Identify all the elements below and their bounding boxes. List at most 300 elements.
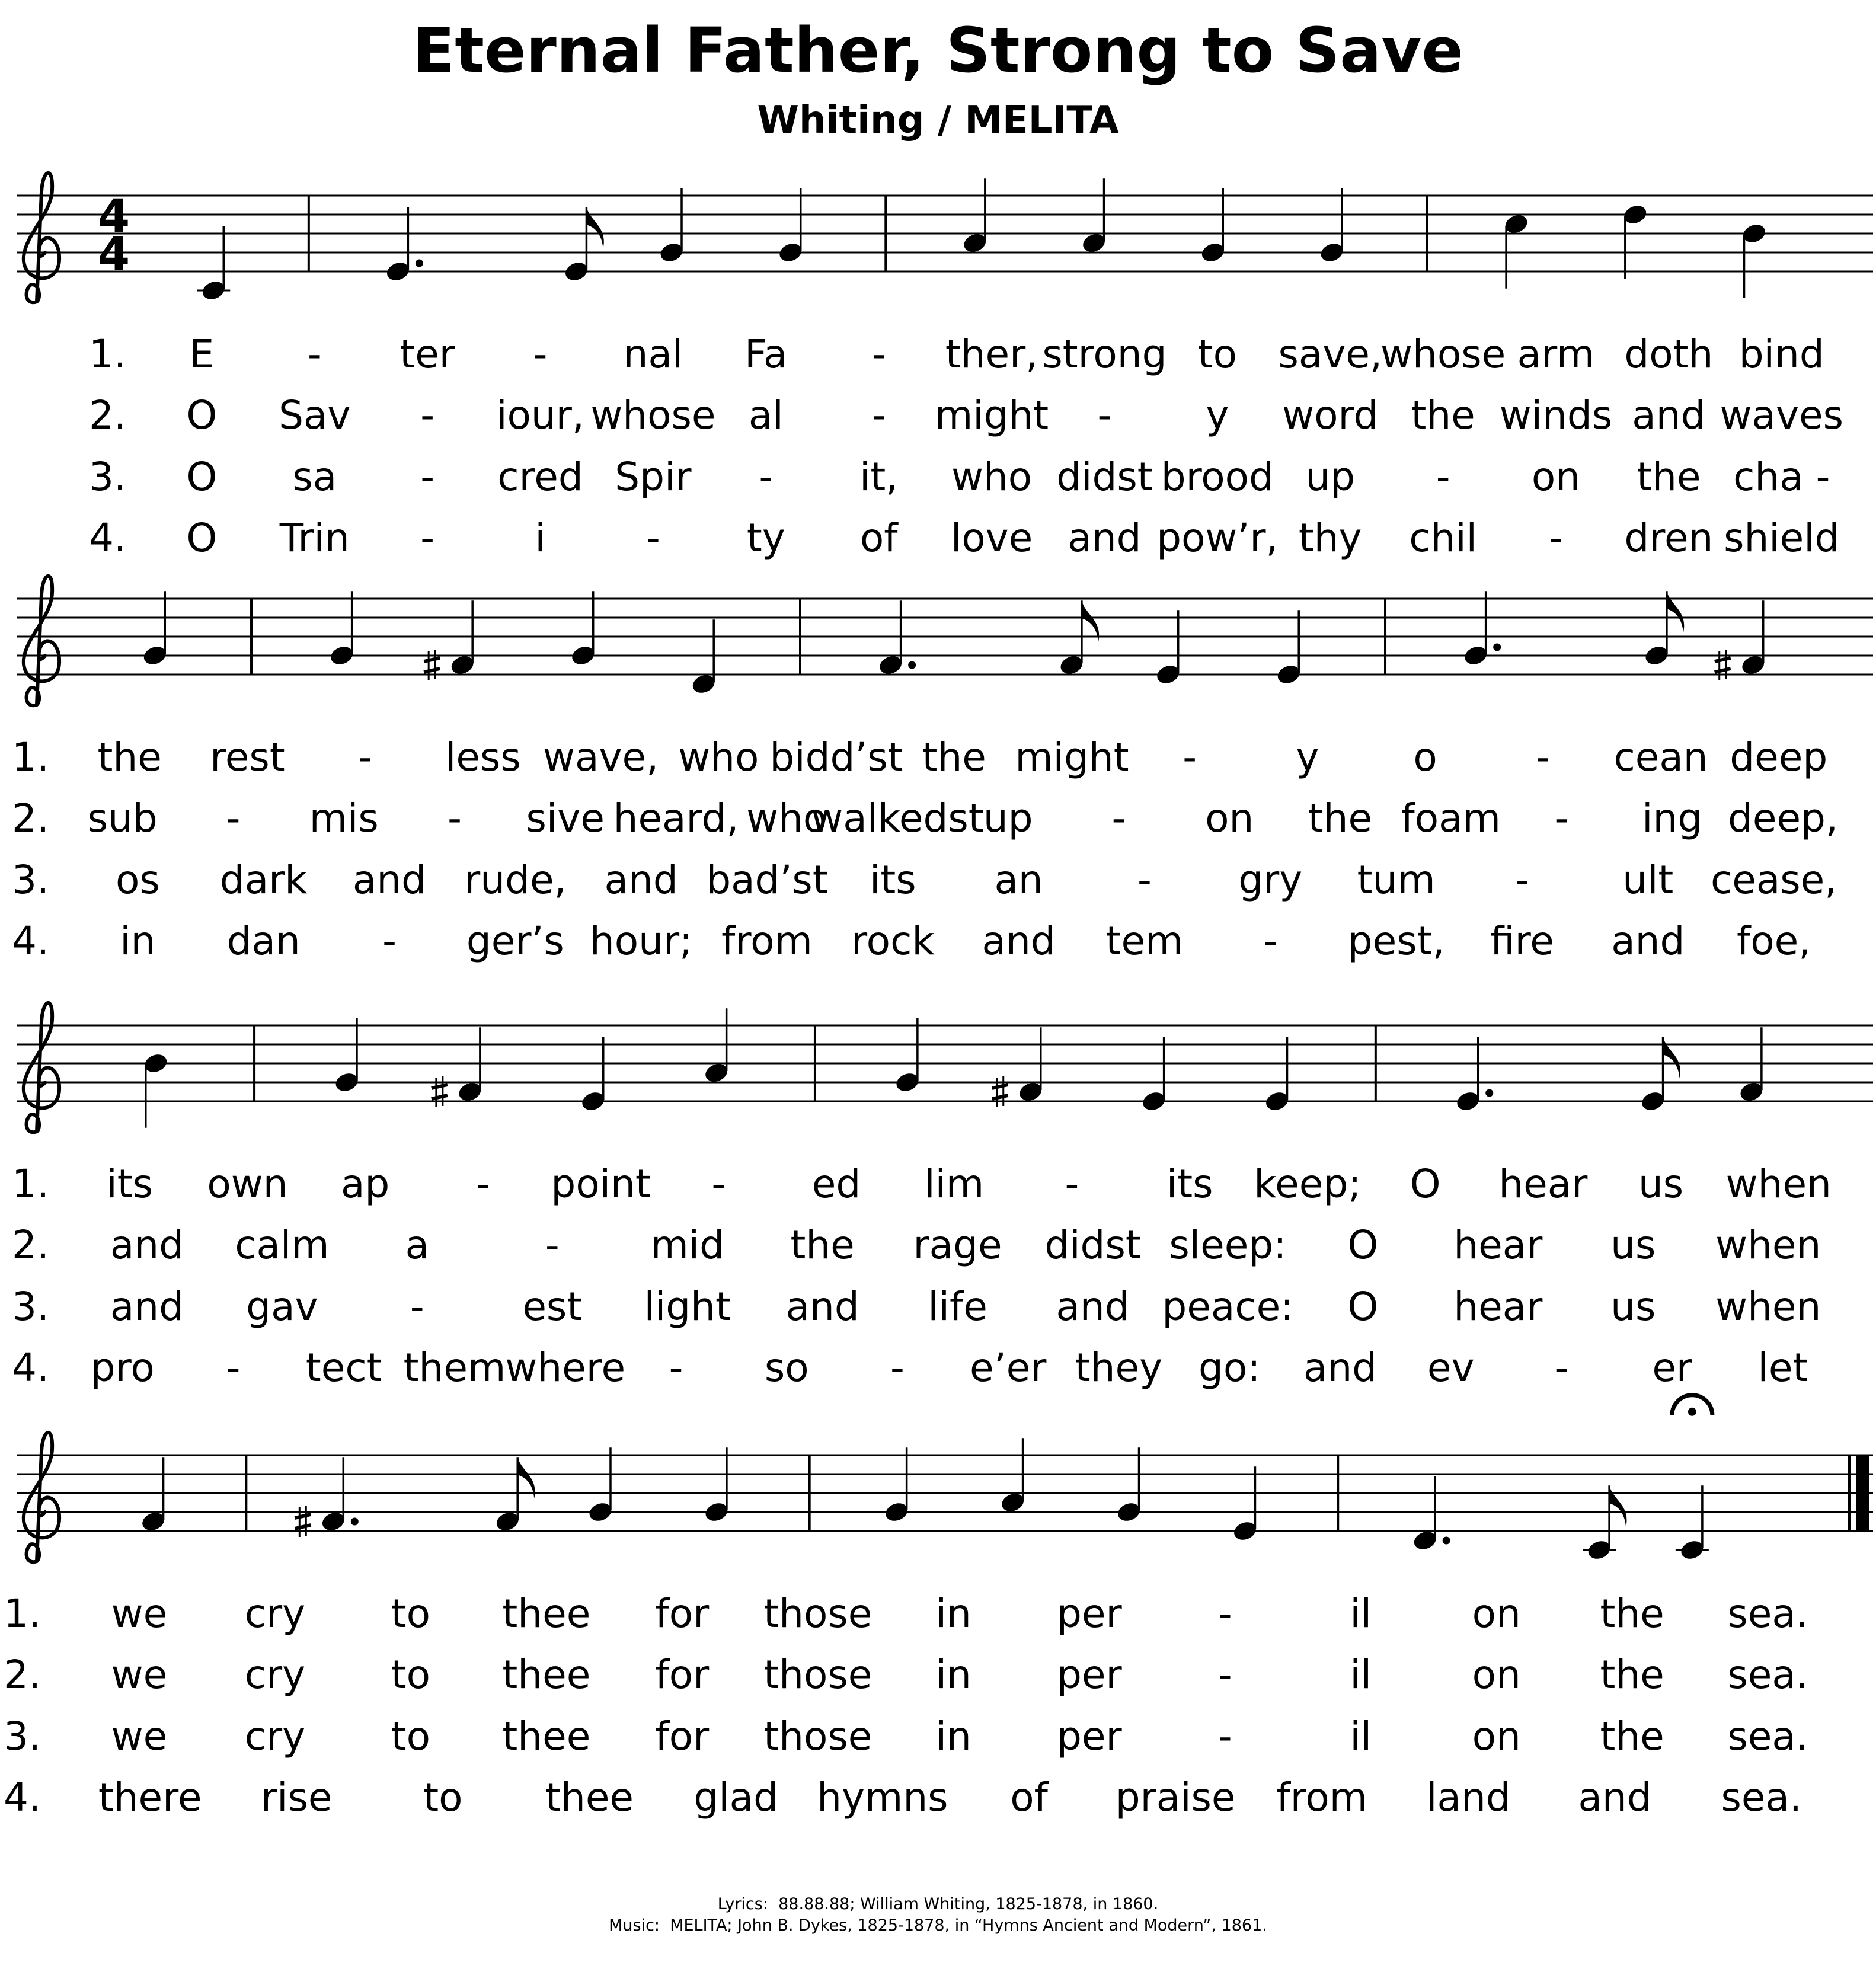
lyric-syllable: - — [307, 331, 322, 377]
lyric-syllable: O — [186, 515, 218, 561]
lyric-syllable: O — [1347, 1222, 1379, 1268]
lyric-syllable: brood — [1161, 454, 1274, 500]
lyric-syllable: per — [1056, 1652, 1122, 1698]
note — [1583, 1485, 1626, 1562]
lyric-syllable: - — [669, 1345, 683, 1391]
lyric-syllable: and — [1056, 1284, 1130, 1329]
lyric-syllable: o — [1413, 734, 1437, 780]
note — [877, 600, 916, 677]
lyric-syllable: cry — [244, 1652, 306, 1698]
lyric-syllable: to — [423, 1775, 463, 1820]
lyric-syllable: us — [1610, 1222, 1656, 1268]
lyric-syllable: mis — [309, 795, 379, 841]
lyric-syllable: a — [405, 1222, 430, 1268]
lyric-syllable: - — [1515, 857, 1529, 903]
lyric-syllable: - — [420, 515, 435, 561]
verse-number: 1. — [4, 1591, 41, 1637]
note — [1672, 1395, 1712, 1562]
lyric-syllable: cry — [244, 1591, 306, 1637]
lyric-syllable: O — [186, 392, 218, 438]
lyric-syllable: - — [410, 1284, 424, 1329]
lyric-syllable: to — [391, 1591, 431, 1637]
lyric-syllable: pro — [90, 1345, 155, 1391]
verse-number: 3. — [89, 454, 126, 500]
lyric-syllable: didst — [1044, 1222, 1141, 1268]
lyric-syllable: thee — [545, 1775, 634, 1820]
note — [1058, 600, 1099, 677]
lyric-syllable: i — [535, 515, 546, 561]
lyric-syllable: and — [1578, 1775, 1652, 1820]
lyric-syllable: us — [1638, 1161, 1684, 1207]
note — [703, 1008, 730, 1085]
verse-number: 1. — [89, 331, 126, 377]
lyric-syllable: praise — [1115, 1775, 1236, 1820]
lyric-syllable: light — [644, 1284, 731, 1329]
dot — [1485, 1089, 1493, 1097]
lyric-syllable: rise — [261, 1775, 333, 1820]
lyric-syllable: - — [448, 795, 462, 841]
lyric-syllable: ed — [811, 1161, 861, 1207]
verse-number: 2. — [12, 795, 49, 841]
lyric-syllable: the — [922, 734, 986, 780]
lyric-syllable: they — [1075, 1345, 1163, 1391]
lyric-syllable: doth — [1624, 331, 1714, 377]
lyric-syllable: - — [890, 1345, 905, 1391]
lyric-line — [12, 857, 1837, 903]
lyric-syllable: arm — [1517, 331, 1595, 377]
lyric-syllable: deep — [1730, 734, 1828, 780]
dot — [908, 661, 916, 669]
lyric-syllable: the — [1600, 1591, 1664, 1637]
note — [1503, 212, 1530, 289]
lyric-syllable: us — [1610, 1284, 1656, 1329]
lyric-syllable: wave, — [543, 734, 659, 780]
verse-number: 4. — [12, 1345, 49, 1391]
lyric-syllable: in — [120, 918, 156, 964]
lyric-syllable: foam — [1401, 795, 1501, 841]
lyric-syllable: for — [655, 1714, 710, 1759]
lyric-syllable: and — [1632, 392, 1706, 438]
note — [992, 1027, 1044, 1107]
lyric-syllable: heard, — [613, 795, 739, 841]
note — [295, 1457, 359, 1537]
lyric-syllable: sea. — [1727, 1652, 1808, 1698]
lyric-syllable: - — [1137, 857, 1152, 903]
lyric-syllable: there — [98, 1775, 202, 1820]
lyric-syllable: - — [1263, 918, 1278, 964]
lyric-syllable: save, — [1278, 331, 1382, 377]
lyric-syllable: for — [655, 1652, 710, 1698]
lyric-syllable: peace: — [1162, 1284, 1294, 1329]
note — [1081, 178, 1108, 255]
lyric-syllable: dan — [226, 918, 301, 964]
lyric-syllable: O — [1410, 1161, 1441, 1207]
lyric-syllable: bind — [1738, 331, 1824, 377]
lyric-syllable: mid — [650, 1222, 724, 1268]
lyric-syllable: - — [226, 1345, 241, 1391]
lyric-syllable: of — [859, 515, 898, 561]
lyric-syllable: - — [420, 454, 435, 500]
note — [658, 188, 685, 264]
lyric-syllable: ty — [746, 515, 785, 561]
verse-number: 3. — [4, 1714, 41, 1759]
lyric-syllable: - — [420, 392, 435, 438]
verse-number: 4. — [89, 515, 126, 561]
lyric-syllable: ing — [1642, 795, 1703, 841]
lyric-syllable: - — [1554, 1345, 1569, 1391]
lyric-syllable: er — [1652, 1345, 1693, 1391]
lyric-syllable: thee — [502, 1652, 591, 1698]
lyric-syllable: - — [1097, 392, 1112, 438]
lyric-syllable: calm — [235, 1222, 330, 1268]
lyric-syllable: rage — [913, 1222, 1002, 1268]
lyric-syllable: life — [928, 1284, 987, 1329]
note — [1199, 188, 1226, 264]
lyric-syllable: to — [391, 1652, 431, 1698]
lyric-syllable: to — [1197, 331, 1237, 377]
lyric-syllable: sea. — [1727, 1714, 1808, 1759]
lyric-syllable: the — [97, 734, 162, 780]
eighth-flag-icon — [1663, 1037, 1680, 1078]
lyric-syllable: hear — [1453, 1222, 1543, 1268]
lyric-syllable: the — [1411, 392, 1475, 438]
lyric-syllable: rock — [851, 918, 935, 964]
lyric-syllable: - — [1549, 515, 1563, 561]
lyric-syllable: cry — [244, 1714, 306, 1759]
lyric-syllable: il — [1350, 1714, 1372, 1759]
note — [142, 1051, 170, 1128]
lyric-syllable: from — [721, 918, 813, 964]
verse-number: 4. — [4, 1775, 41, 1820]
lyric-syllable: less — [445, 734, 521, 780]
lyric-syllable: - — [1554, 795, 1569, 841]
lyric-line — [89, 515, 1839, 561]
note — [1275, 610, 1302, 686]
lyric-syllable: y — [1206, 392, 1229, 438]
note — [1116, 1447, 1143, 1524]
lyric-syllable: - — [226, 795, 241, 841]
lyric-syllable: ger’s — [466, 918, 564, 964]
lyric-line — [12, 795, 1838, 841]
dot — [1443, 1537, 1450, 1545]
lyric-syllable: and — [785, 1284, 859, 1329]
lyric-syllable: - — [711, 1161, 726, 1207]
lyric-syllable: pest, — [1347, 918, 1445, 964]
lyric-syllable: own — [207, 1161, 288, 1207]
lyric-syllable: - — [759, 454, 774, 500]
note — [690, 619, 717, 696]
verse-number: 2. — [4, 1652, 41, 1698]
lyric-syllable: tem — [1105, 918, 1184, 964]
lyric-syllable: ev — [1427, 1345, 1475, 1391]
lyric-syllable: walkedst — [811, 795, 984, 841]
lyric-syllable: and — [604, 857, 678, 903]
lyric-syllable: its — [106, 1161, 154, 1207]
lyric-syllable: in — [935, 1652, 971, 1698]
lyric-line — [4, 1775, 1802, 1820]
lyric-syllable: those — [763, 1714, 873, 1759]
note — [580, 1037, 607, 1113]
lyric-line — [89, 331, 1824, 377]
lyric-syllable: and — [1068, 515, 1142, 561]
treble-clef-icon — [24, 1003, 59, 1132]
sharp-icon — [1715, 650, 1731, 680]
verse-number: 2. — [12, 1222, 49, 1268]
lyric-line — [4, 1714, 1808, 1759]
lyric-syllable: tum — [1357, 857, 1436, 903]
lyric-syllable: whose — [1380, 331, 1506, 377]
lyric-syllable: winds — [1499, 392, 1613, 438]
note — [333, 1018, 360, 1094]
time-signature-top: 4 — [97, 190, 130, 244]
lyric-syllable: and — [1611, 918, 1685, 964]
lyric-syllable: those — [763, 1652, 873, 1698]
lyric-syllable: waves — [1720, 392, 1844, 438]
lyric-line — [12, 734, 1827, 780]
lyric-syllable: strong — [1042, 331, 1167, 377]
lyric-syllable: foe, — [1737, 918, 1811, 964]
lyric-syllable: sa — [292, 454, 337, 500]
verse-number: 2. — [89, 392, 126, 438]
lyric-syllable: who — [746, 795, 827, 841]
note — [432, 1027, 484, 1107]
note — [1318, 188, 1346, 264]
lyric-syllable: est — [522, 1284, 583, 1329]
lyric-syllable: thee — [502, 1591, 591, 1637]
lyric-syllable: of — [1010, 1775, 1048, 1820]
lyric-syllable: sea. — [1721, 1775, 1802, 1820]
lyric-syllable: in — [935, 1714, 971, 1759]
lyric-syllable: and — [982, 918, 1056, 964]
page-title: Eternal Father, Strong to Save — [413, 14, 1463, 87]
lyric-syllable: os — [115, 857, 160, 903]
lyric-syllable: - — [533, 331, 548, 377]
eighth-flag-icon — [1667, 591, 1684, 632]
lyric-syllable: Fa — [744, 331, 788, 377]
lyric-syllable: lim — [924, 1161, 985, 1207]
lyric-syllable: the — [1600, 1652, 1664, 1698]
lyric-syllable: we — [111, 1591, 168, 1637]
lyric-syllable: rest — [210, 734, 285, 780]
lyric-syllable: go: — [1198, 1345, 1261, 1391]
sharp-icon — [295, 1506, 311, 1537]
lyric-syllable: ap — [340, 1161, 390, 1207]
note — [328, 591, 356, 667]
final-barline — [1856, 1455, 1869, 1531]
note — [1264, 1037, 1291, 1113]
treble-clef-icon — [24, 173, 59, 302]
lyric-syllable: O — [1347, 1284, 1379, 1329]
lyric-syllable: - — [475, 1161, 490, 1207]
treble-clef-icon — [24, 576, 59, 705]
note — [1155, 610, 1182, 686]
lyric-syllable: e’er — [970, 1345, 1047, 1391]
lyric-syllable: to — [391, 1714, 431, 1759]
lyric-syllable: who — [951, 454, 1033, 500]
lyric-syllable: thy — [1298, 515, 1362, 561]
note — [141, 591, 168, 667]
lyric-syllable: chil — [1409, 515, 1478, 561]
note — [999, 1438, 1027, 1514]
lyric-syllable: bidd’st — [769, 734, 903, 780]
lyric-syllable: on — [1472, 1591, 1521, 1637]
lyric-line — [12, 1345, 1808, 1391]
lyric-syllable: - — [871, 331, 886, 377]
note — [1622, 203, 1649, 279]
dot — [1493, 644, 1501, 651]
lyric-syllable: word — [1282, 392, 1379, 438]
staff-system — [17, 173, 1873, 561]
lyric-syllable: Spir — [615, 454, 692, 500]
lyric-syllable: we — [111, 1714, 168, 1759]
lyric-syllable: per — [1056, 1714, 1122, 1759]
lyric-syllable: O — [186, 454, 218, 500]
lyric-syllable: tect — [305, 1345, 382, 1391]
verse-number: 3. — [12, 857, 49, 903]
note — [1715, 600, 1767, 680]
lyric-syllable: we — [111, 1652, 168, 1698]
lyric-line — [4, 1591, 1808, 1637]
lyric-syllable: hear — [1453, 1284, 1543, 1329]
page-subtitle: Whiting / MELITA — [757, 98, 1119, 142]
lyric-syllable: - — [358, 734, 373, 780]
note — [777, 188, 804, 264]
lyric-syllable: on — [1472, 1714, 1521, 1759]
lyric-syllable: sea. — [1727, 1591, 1808, 1637]
lyric-syllable: from — [1276, 1775, 1368, 1820]
lyric-syllable: rude, — [464, 857, 567, 903]
lyric-syllable: cha - — [1733, 454, 1830, 500]
lyric-syllable: per — [1056, 1591, 1122, 1637]
treble-clef-icon — [24, 1433, 59, 1562]
lyric-syllable: where — [505, 1345, 626, 1391]
lyric-syllable: hear — [1498, 1161, 1588, 1207]
verse-number: 1. — [12, 734, 49, 780]
lyric-syllable: cean — [1613, 734, 1708, 780]
lyric-syllable: gav — [246, 1284, 318, 1329]
lyric-syllable: - — [1217, 1714, 1232, 1759]
note — [494, 1457, 535, 1533]
lyric-syllable: shield — [1724, 515, 1840, 561]
lyric-syllable: let — [1757, 1345, 1808, 1391]
note — [587, 1447, 614, 1524]
lyric-syllable: ther, — [945, 331, 1038, 377]
lyric-syllable: love — [950, 515, 1033, 561]
note — [1411, 1476, 1450, 1552]
lyric-syllable: cease, — [1710, 857, 1837, 903]
lyric-syllable: didst — [1056, 454, 1153, 500]
note — [570, 591, 597, 667]
lyric-syllable: point — [551, 1161, 651, 1207]
credits — [0, 1894, 1876, 1936]
verse-number: 3. — [12, 1284, 49, 1329]
note — [894, 1018, 921, 1094]
lyric-syllable: E — [189, 331, 215, 377]
lyric-syllable: glad — [693, 1775, 779, 1820]
note — [1738, 1027, 1765, 1104]
lyric-syllable: - — [1536, 734, 1551, 780]
staff-system — [12, 576, 1873, 964]
lyric-syllable: - — [545, 1222, 560, 1268]
lyric-line — [89, 454, 1830, 500]
lyric-syllable: might — [934, 392, 1049, 438]
lyric-syllable: on — [1472, 1652, 1521, 1698]
lyric-syllable: and — [110, 1284, 184, 1329]
lyric-syllable: iour, — [496, 392, 584, 438]
lyric-syllable: thee — [502, 1714, 591, 1759]
note — [703, 1447, 730, 1524]
note — [424, 600, 476, 680]
lyric-syllable: - — [1436, 454, 1450, 500]
lyric-syllable: nal — [623, 331, 683, 377]
lyric-syllable: al — [748, 392, 784, 438]
lyric-syllable: so — [764, 1345, 809, 1391]
music-credit: Music: MELITA; John B. Dykes, 1825-1878, in “Hymns Ancient and Modern”, 1861. — [609, 1916, 1267, 1935]
lyric-syllable: dren — [1624, 515, 1714, 561]
lyric-syllable: and — [1303, 1345, 1378, 1391]
lyric-syllable: whose — [590, 392, 716, 438]
lyric-syllable: - — [1065, 1161, 1079, 1207]
lyric-syllable: - — [1111, 795, 1126, 841]
lyric-syllable: them — [403, 1345, 506, 1391]
lyric-syllable: its — [1166, 1161, 1213, 1207]
lyric-syllable: ter — [400, 331, 455, 377]
lyrics-credit: Lyrics: 88.88.88; William Whiting, 1825-1878, in 1860. — [717, 1895, 1159, 1913]
lyric-syllable: the — [790, 1222, 855, 1268]
dot — [351, 1518, 359, 1526]
lyric-syllable: up — [1305, 454, 1356, 500]
lyric-line — [12, 1284, 1821, 1329]
lyric-syllable: Trin — [279, 515, 350, 561]
sharp-icon — [432, 1076, 448, 1107]
lyric-syllable: bad’st — [706, 857, 828, 903]
lyric-syllable: it, — [859, 454, 899, 500]
verse-number: 4. — [12, 918, 49, 964]
lyric-line — [12, 1161, 1832, 1207]
lyric-syllable: - — [382, 918, 397, 964]
lyric-syllable: who — [678, 734, 759, 780]
note — [883, 1447, 910, 1524]
lyric-syllable: sive — [526, 795, 605, 841]
lyric-syllable: for — [655, 1591, 710, 1637]
lyric-syllable: when — [1725, 1161, 1832, 1207]
lyric-syllable: cred — [497, 454, 583, 500]
lyric-syllable: and — [352, 857, 427, 903]
dot — [416, 260, 423, 267]
lyric-syllable: - — [1217, 1652, 1232, 1698]
lyric-syllable: deep, — [1727, 795, 1838, 841]
lyric-syllable: - — [646, 515, 660, 561]
lyric-syllable: dark — [219, 857, 308, 903]
lyric-line — [89, 392, 1843, 438]
lyric-syllable: when — [1715, 1222, 1821, 1268]
lyric-syllable: the — [1308, 795, 1373, 841]
lyric-syllable: on — [1531, 454, 1581, 500]
lyric-syllable: up — [983, 795, 1033, 841]
eighth-flag-icon — [586, 207, 603, 248]
lyric-syllable: - — [1217, 1591, 1232, 1637]
lyric-syllable: sub — [87, 795, 158, 841]
lyric-syllable: gry — [1238, 857, 1303, 903]
time-signature — [98, 190, 130, 282]
lyric-syllable: - — [1183, 734, 1197, 780]
lyric-syllable: land — [1426, 1775, 1511, 1820]
lyric-line — [12, 918, 1811, 964]
lyric-syllable: might — [1015, 734, 1129, 780]
lyric-syllable: ult — [1622, 857, 1674, 903]
lyric-syllable: il — [1350, 1591, 1372, 1637]
verse-number: 1. — [12, 1161, 49, 1207]
